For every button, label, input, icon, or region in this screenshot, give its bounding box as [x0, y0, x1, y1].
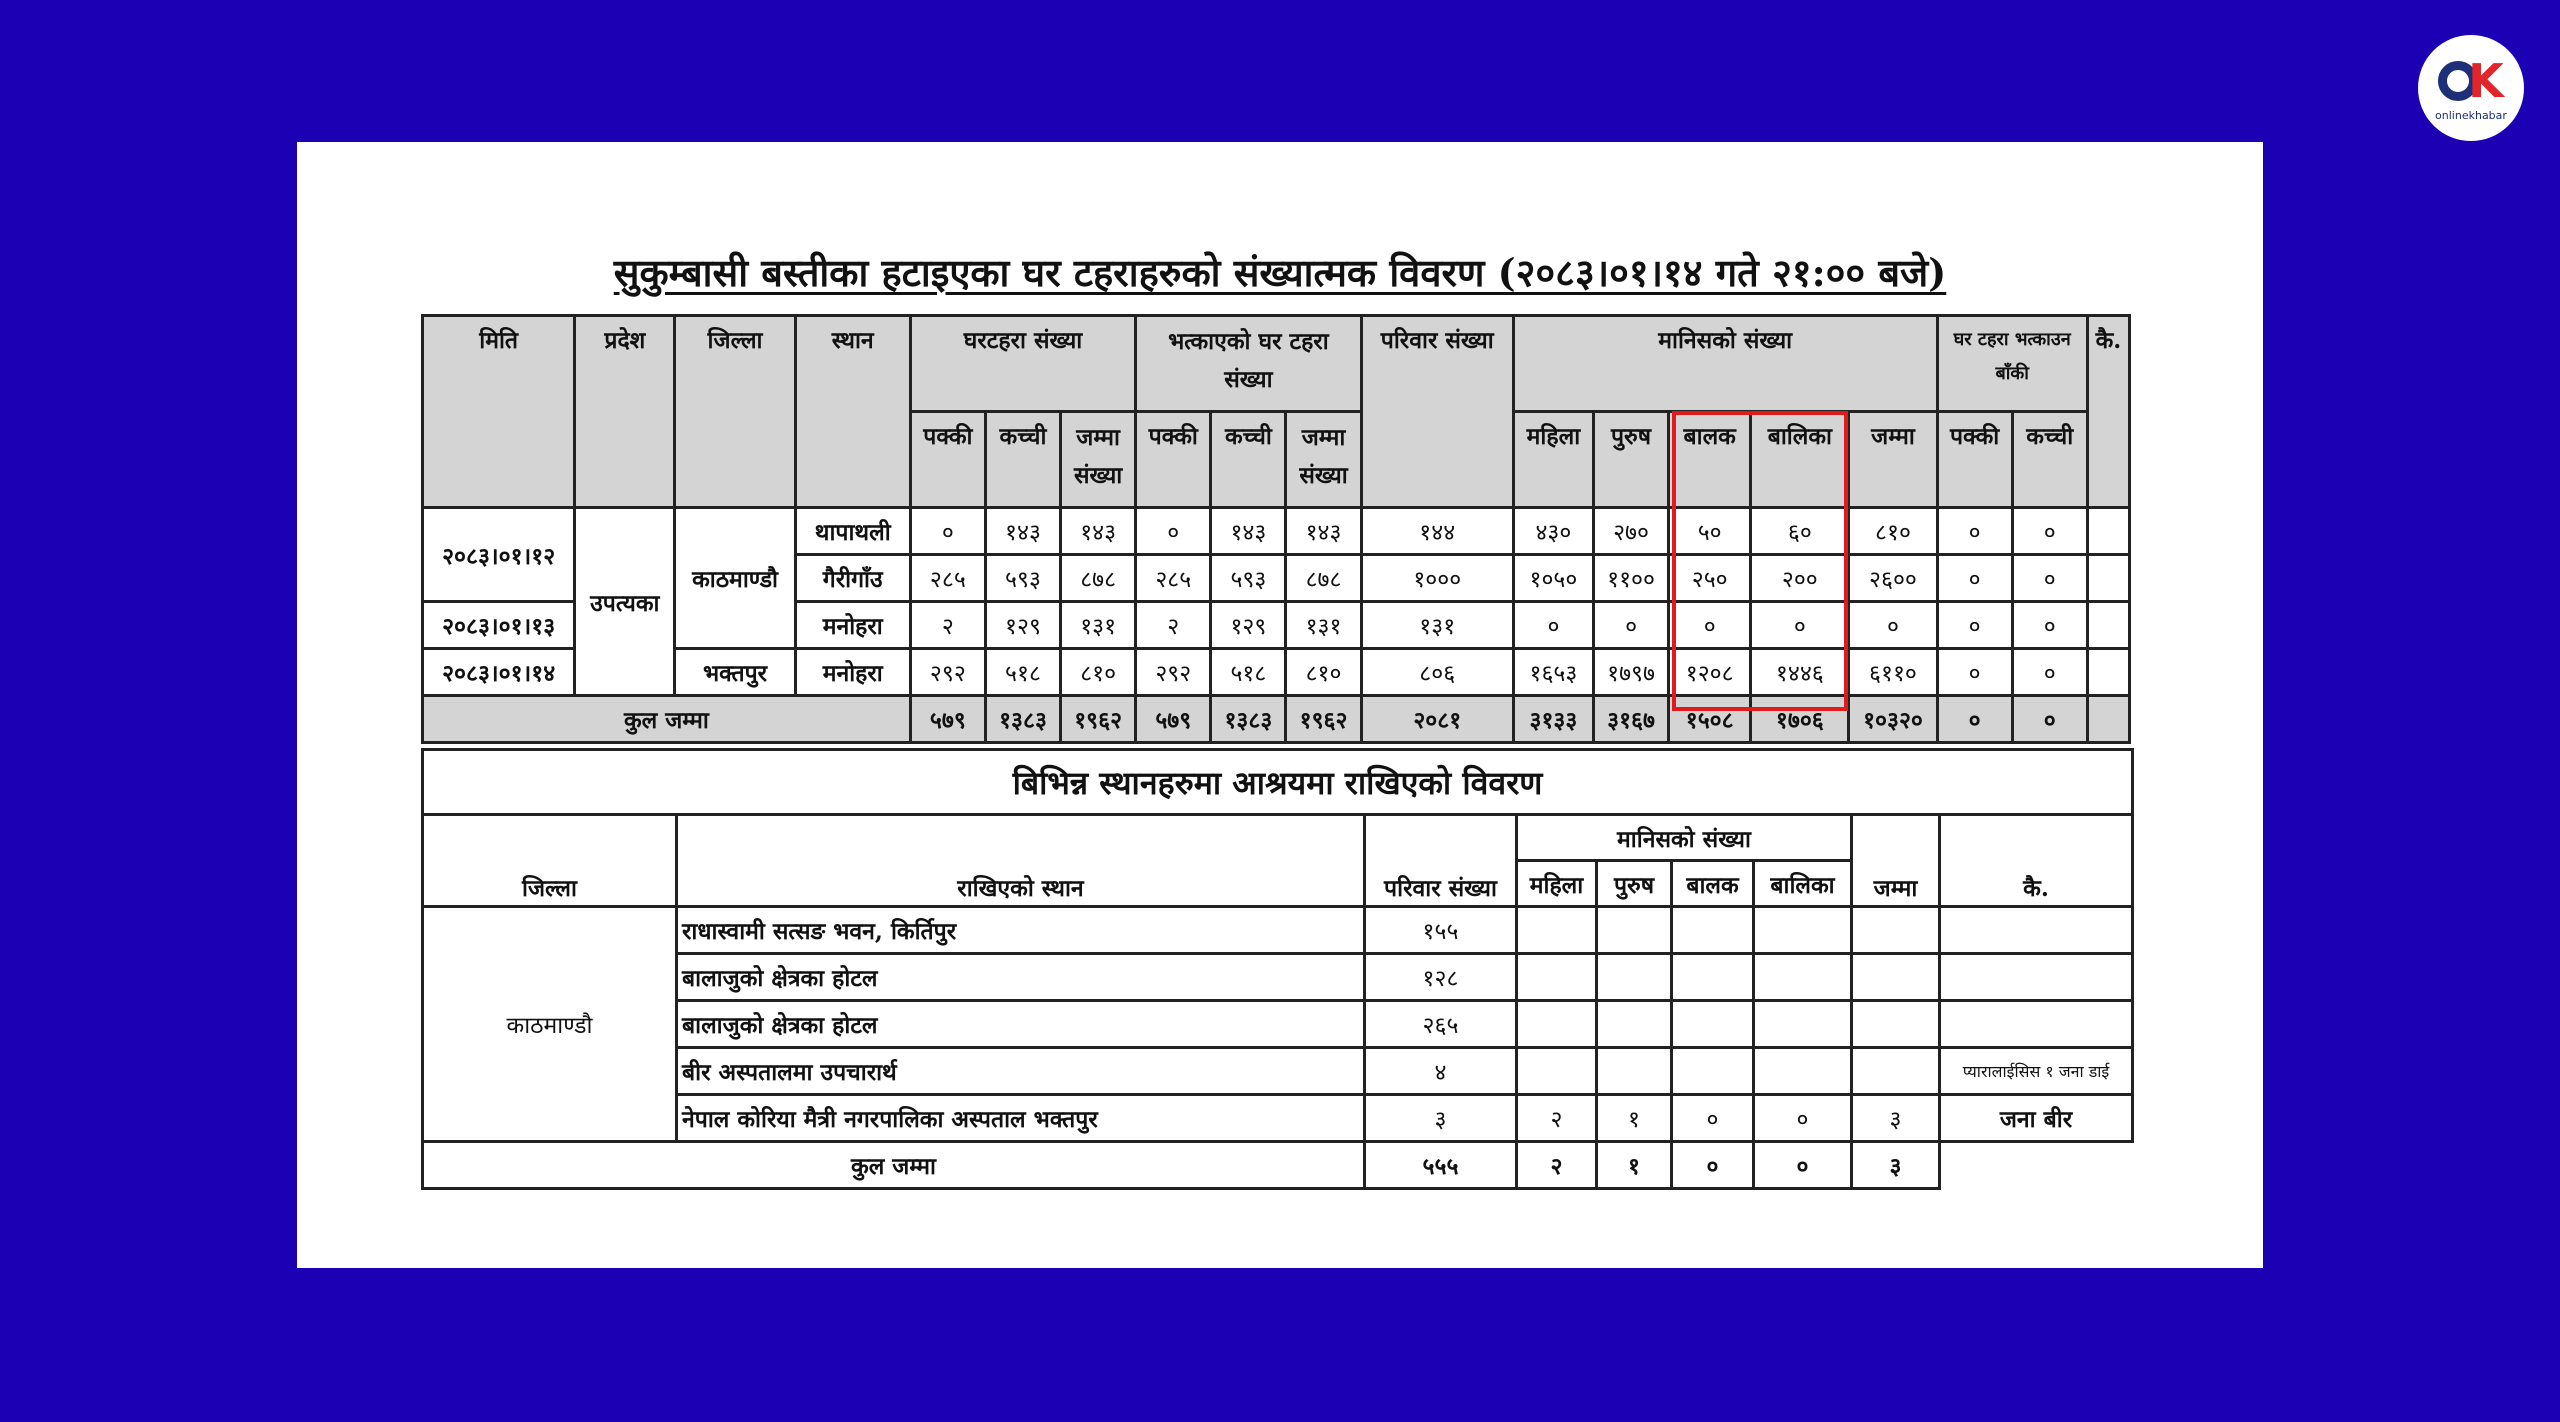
value-cell: ८७८	[1061, 555, 1136, 602]
shelter-balak	[1672, 954, 1754, 1001]
value-cell: ५१८	[1211, 649, 1286, 696]
shelter-kai	[1940, 954, 2133, 1001]
value-cell: ८७८	[1286, 555, 1361, 602]
pradesh-cell: उपत्यका	[575, 508, 675, 696]
header-ghar-jamma: जम्मा संख्या	[1061, 412, 1136, 508]
place-cell: मनोहरा	[795, 602, 910, 649]
header-balika: बालिका	[1751, 412, 1849, 508]
total-cell: १३८३	[985, 696, 1060, 743]
header-pradesh: प्रदेश	[575, 316, 675, 508]
value-cell	[2087, 555, 2129, 602]
header-ghar-kachchi: कच्ची	[985, 412, 1060, 508]
date-cell: २०८३।०१।१२	[423, 508, 575, 602]
value-cell: १४३	[1286, 508, 1361, 555]
value-cell: २६००	[1849, 555, 1937, 602]
value-cell: २९२	[1136, 649, 1211, 696]
shelter-jamma	[1852, 954, 1940, 1001]
value-cell: १४४	[1361, 508, 1513, 555]
value-cell: ०	[2012, 508, 2087, 555]
t2-header-manis: मानिसको संख्या	[1517, 815, 1852, 861]
value-cell: १७९७	[1593, 649, 1668, 696]
header-jilla: जिल्ला	[675, 316, 795, 508]
value-cell: ५९३	[1211, 555, 1286, 602]
shelter-place: बीर अस्पतालमा उपचारार्थ	[677, 1048, 1365, 1095]
table-row	[423, 1095, 2133, 1142]
value-cell: ६११०	[1849, 649, 1937, 696]
shelter-purush	[1597, 907, 1672, 954]
shelter-mahila	[1517, 1048, 1597, 1095]
shelter-jamma: ३	[1852, 1095, 1940, 1142]
value-cell: १०००	[1361, 555, 1513, 602]
date-cell: २०८३।०१।१४	[423, 649, 575, 696]
total-cell: ३१६७	[1593, 696, 1668, 743]
shelter-section-title: बिभिन्न स्थानहरुमा आश्रयमा राखिएको विवरण	[423, 750, 2133, 815]
value-cell: ८०६	[1361, 649, 1513, 696]
value-cell: ५९३	[985, 555, 1060, 602]
place-cell: गैरीगाँउ	[795, 555, 910, 602]
value-cell: ८१०	[1849, 508, 1937, 555]
header-bhatka-jamma: जम्मा संख्या	[1286, 412, 1361, 508]
value-cell: ०	[910, 508, 985, 555]
shelter-place: नेपाल कोरिया मैत्री नगरपालिका अस्पताल भक्तपुर	[677, 1095, 1365, 1142]
shelter-balak: ०	[1672, 1095, 1754, 1142]
place-cell: थापाथली	[795, 508, 910, 555]
value-cell: ०	[1136, 508, 1211, 555]
shelter-purush	[1597, 954, 1672, 1001]
header-bhatka-kachchi: कच्ची	[1211, 412, 1286, 508]
table-row	[423, 508, 2130, 555]
t2-header-rakhieko: राखिएको स्थान	[677, 815, 1365, 907]
value-cell: ०	[2012, 555, 2087, 602]
t2-header-balak: बालक	[1672, 861, 1754, 907]
shelter-purush	[1597, 1048, 1672, 1095]
value-cell: १२०८	[1669, 649, 1751, 696]
value-cell: ११००	[1593, 555, 1668, 602]
shelter-balak	[1672, 907, 1754, 954]
shelter-pariwar: १५५	[1365, 907, 1517, 954]
value-cell: ०	[1937, 602, 2012, 649]
header-baki-kachchi: कच्ची	[2012, 412, 2087, 508]
value-cell: ४३०	[1513, 508, 1593, 555]
total-cell: १५०८	[1669, 696, 1751, 743]
value-cell: ०	[1937, 555, 2012, 602]
shelter-mahila: २	[1517, 1095, 1597, 1142]
shelter-pariwar: २६५	[1365, 1001, 1517, 1048]
value-cell: १०५०	[1513, 555, 1593, 602]
shelter-kai: जना बीर	[1940, 1095, 2133, 1142]
value-cell: ८१०	[1061, 649, 1136, 696]
value-cell: ०	[1669, 602, 1751, 649]
t2-total-blank	[1940, 1142, 2133, 1189]
date-cell: २०८३।०१।१३	[423, 602, 575, 649]
header-ghartahara: घरटहरा संख्या	[910, 316, 1135, 412]
total-cell: १७०६	[1751, 696, 1849, 743]
shelter-place: राधास्वामी सत्सङ भवन, किर्तिपुर	[677, 907, 1365, 954]
value-cell: १३१	[1061, 602, 1136, 649]
total-cell: ०	[1937, 696, 2012, 743]
shelter-balika	[1754, 954, 1852, 1001]
value-cell: २	[910, 602, 985, 649]
value-cell: १३१	[1361, 602, 1513, 649]
shelter-jamma	[1852, 907, 1940, 954]
value-cell	[2087, 649, 2129, 696]
value-cell: २	[1136, 602, 1211, 649]
t2-total-purush: १	[1597, 1142, 1672, 1189]
table-row	[423, 907, 2133, 954]
value-cell: १३१	[1286, 602, 1361, 649]
shelter-pariwar: ३	[1365, 1095, 1517, 1142]
document-title: सुकुम्बासी बस्तीका हटाइएका घर टहराहरुको संख्यात्मक विवरण (२०८३।०१।१४ गते २१:०० बजे)	[613, 250, 1947, 295]
value-cell: १२९	[1211, 602, 1286, 649]
shelter-jamma	[1852, 1048, 1940, 1095]
table-row	[423, 954, 2133, 1001]
header-baki-pakki: पक्की	[1937, 412, 2012, 508]
shelter-table	[421, 748, 2134, 1190]
t2-header-balika: बालिका	[1754, 861, 1852, 907]
header-mahila: महिला	[1513, 412, 1593, 508]
total-cell: ५७९	[1136, 696, 1211, 743]
shelter-pariwar: ४	[1365, 1048, 1517, 1095]
eviction-table	[421, 314, 2131, 744]
header-bhatka-pakki: पक्की	[1136, 412, 1211, 508]
total-cell: १३८३	[1211, 696, 1286, 743]
shelter-kai	[1940, 1001, 2133, 1048]
t2-header-kai: कै.	[1940, 815, 2133, 907]
value-cell: २००	[1751, 555, 1849, 602]
total-cell: ३१३३	[1513, 696, 1593, 743]
shelter-kai	[1940, 907, 2133, 954]
place-cell: मनोहरा	[795, 649, 910, 696]
table-row	[423, 1001, 2133, 1048]
t2-header-purush: पुरुष	[1597, 861, 1672, 907]
shelter-balika	[1754, 1001, 1852, 1048]
district-cell: काठमाण्डौ	[675, 508, 795, 649]
shelter-mahila	[1517, 907, 1597, 954]
header-balak: बालक	[1669, 412, 1751, 508]
total-cell: ०	[2012, 696, 2087, 743]
value-cell: १४३	[1211, 508, 1286, 555]
header-miti: मिति	[423, 316, 575, 508]
t2-header-jilla: जिल्ला	[423, 815, 677, 907]
total-cell: १९६२	[1286, 696, 1361, 743]
onlinekhabar-logo[interactable]	[2418, 35, 2524, 141]
shelter-mahila	[1517, 954, 1597, 1001]
t2-total-jamma: ३	[1852, 1142, 1940, 1189]
t2-district-cell: काठमाण्डौ	[423, 907, 677, 1142]
onlinekhabar-logo-icon: K	[2438, 55, 2504, 107]
value-cell: १४४६	[1751, 649, 1849, 696]
table-row	[423, 649, 2130, 696]
shelter-place: बालाजुको क्षेत्रका होटल	[677, 1001, 1365, 1048]
header-jamma: जम्मा	[1849, 412, 1937, 508]
shelter-pariwar: १२८	[1365, 954, 1517, 1001]
shelter-balika: ०	[1754, 1095, 1852, 1142]
value-cell: ०	[1937, 649, 2012, 696]
total-row	[423, 1142, 2133, 1189]
shelter-kai: प्यारालाईसिस १ जना डाई	[1940, 1048, 2133, 1095]
total-cell	[2087, 696, 2129, 743]
value-cell: २८५	[910, 555, 985, 602]
t2-total-balak: ०	[1672, 1142, 1754, 1189]
table-row	[423, 1048, 2133, 1095]
t2-header-pariwar: परिवार संख्या	[1365, 815, 1517, 907]
value-cell	[2087, 508, 2129, 555]
value-cell: ०	[2012, 649, 2087, 696]
shelter-mahila	[1517, 1001, 1597, 1048]
value-cell: २९२	[910, 649, 985, 696]
header-ghar-pakki: पक्की	[910, 412, 985, 508]
shelter-balak	[1672, 1001, 1754, 1048]
shelter-purush: १	[1597, 1095, 1672, 1142]
value-cell: ०	[2012, 602, 2087, 649]
header-purush: पुरुष	[1593, 412, 1668, 508]
total-cell: ५७९	[910, 696, 985, 743]
total-cell: २०८१	[1361, 696, 1513, 743]
shelter-balak	[1672, 1048, 1754, 1095]
value-cell: १२९	[985, 602, 1060, 649]
value-cell: ६०	[1751, 508, 1849, 555]
shelter-balika	[1754, 1048, 1852, 1095]
value-cell: १४३	[1061, 508, 1136, 555]
t2-total-label: कुल जम्मा	[423, 1142, 1365, 1189]
header-pariwar: परिवार संख्या	[1361, 316, 1513, 508]
header-kai: कै.	[2087, 316, 2129, 508]
shelter-place: बालाजुको क्षेत्रका होटल	[677, 954, 1365, 1001]
value-cell: ०	[1937, 508, 2012, 555]
header-sthan: स्थान	[795, 316, 910, 508]
t2-header-jamma: जम्मा	[1852, 815, 1940, 907]
district-cell: भक्तपुर	[675, 649, 795, 696]
value-cell: २८५	[1136, 555, 1211, 602]
logo-text: onlinekhabar	[2435, 108, 2507, 122]
header-baki: घर टहरा भत्काउन बाँकी	[1937, 316, 2087, 412]
value-cell: ०	[1849, 602, 1937, 649]
shelter-purush	[1597, 1001, 1672, 1048]
t2-total-balika: ०	[1754, 1142, 1852, 1189]
shelter-jamma	[1852, 1001, 1940, 1048]
value-cell: ५०	[1669, 508, 1751, 555]
value-cell: ०	[1593, 602, 1668, 649]
value-cell: ०	[1751, 602, 1849, 649]
document-page	[297, 142, 2263, 1268]
total-row	[423, 696, 2130, 743]
shelter-balika	[1754, 907, 1852, 954]
value-cell: २५०	[1669, 555, 1751, 602]
header-bhatkaeko: भत्काएको घर टहरा संख्या	[1136, 316, 1361, 412]
value-cell	[2087, 602, 2129, 649]
total-label: कुल जम्मा	[423, 696, 911, 743]
t2-total-mahila: २	[1517, 1142, 1597, 1189]
value-cell: ८१०	[1286, 649, 1361, 696]
value-cell: २७०	[1593, 508, 1668, 555]
total-cell: १९६२	[1061, 696, 1136, 743]
header-manis: मानिसको संख्या	[1513, 316, 1937, 412]
total-cell: १०३२०	[1849, 696, 1937, 743]
value-cell: ०	[1513, 602, 1593, 649]
value-cell: १४३	[985, 508, 1060, 555]
t2-header-mahila: महिला	[1517, 861, 1597, 907]
value-cell: ५१८	[985, 649, 1060, 696]
t2-total-pariwar: ५५५	[1365, 1142, 1517, 1189]
value-cell: १६५३	[1513, 649, 1593, 696]
